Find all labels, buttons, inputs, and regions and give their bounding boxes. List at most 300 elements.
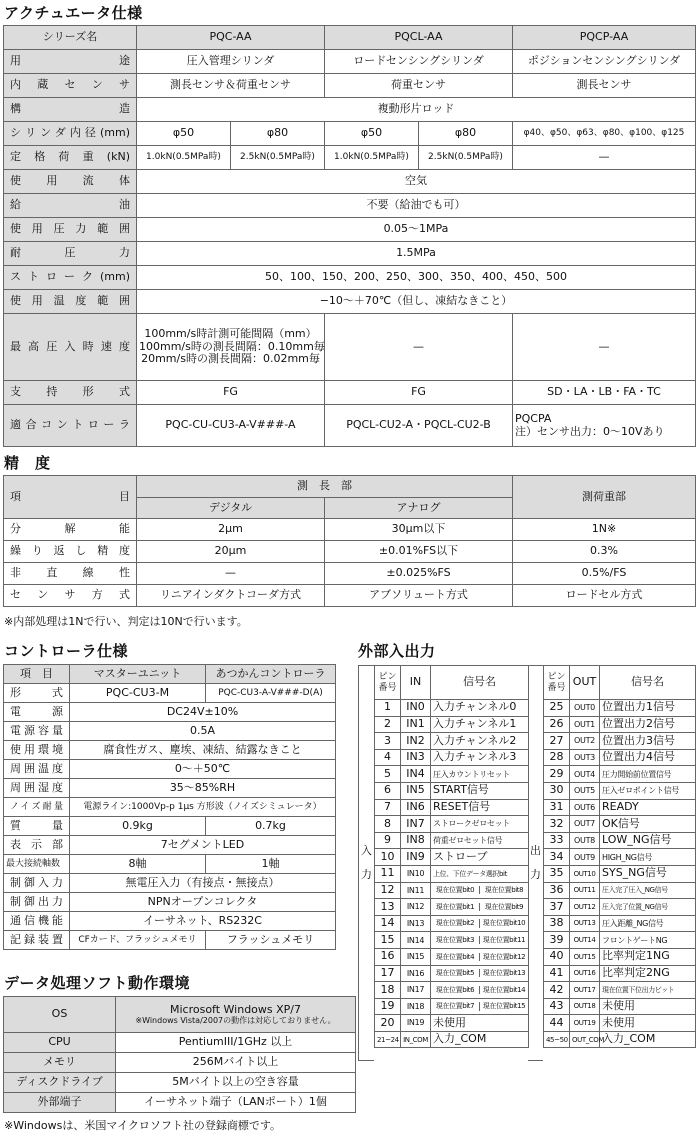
pin-number: 5 [375, 766, 401, 783]
row-label: 適合コントローラ [4, 405, 137, 447]
cell: 0.5%/FS [513, 563, 696, 585]
signal-name: HIGH_NG信号 [600, 849, 696, 866]
signal-name: RESET信号 [431, 799, 529, 816]
software-row [4, 1033, 356, 1053]
spec-row-structure [4, 98, 696, 122]
cell: PQC-CU3-A-V###-D(A) [206, 684, 336, 703]
pin-number: 30 [544, 782, 570, 799]
io-row [544, 766, 696, 783]
cell: 50、100、150、200、250、300、350、400、450、500 [137, 266, 696, 290]
signal-name: 入力チャンネル2 [431, 733, 529, 750]
speed-line: 100mm/s時の測長間隔：0.10mm毎 [139, 339, 325, 353]
signal-name: 圧入カウントリセット [431, 766, 529, 783]
io-row [375, 932, 529, 949]
spec-row-temp [4, 290, 696, 314]
signal-name [431, 899, 529, 916]
controller-row [4, 855, 336, 874]
pin-number: 34 [544, 849, 570, 866]
row-label: 形式 [4, 684, 70, 703]
controller-row [4, 760, 336, 779]
row-label: 分解能 [4, 519, 137, 541]
io-code: OUT10 [570, 865, 600, 882]
spec-row-proof [4, 242, 696, 266]
cell: −10～＋70℃（但し、凍結なきこと） [137, 290, 696, 314]
cell: PQCL-CU2-A・PQCL-CU2-B [325, 405, 513, 447]
accuracy-row [4, 541, 696, 563]
cell: 不要（給油でも可） [137, 194, 696, 218]
io-code: IN4 [401, 766, 431, 783]
series-label: シリーズ名 [4, 26, 137, 50]
io-code: OUT4 [570, 766, 600, 783]
signal-name: 比率判定2NG [600, 965, 696, 982]
controller-table [3, 664, 336, 950]
io-row [544, 932, 696, 949]
io-code: IN8 [401, 832, 431, 849]
io-code: OUT12 [570, 899, 600, 916]
software-table [3, 996, 356, 1113]
controller-row [4, 931, 336, 950]
length-header: 測 長 部 [137, 476, 513, 498]
signal-name: 圧入距離_NG信号 [600, 915, 696, 932]
software-row-os [4, 997, 356, 1033]
accuracy-row [4, 585, 696, 607]
speed-line: 20mm/s時の測長間隔：0.02mm毎 [141, 352, 320, 366]
io-code: OUT18 [570, 998, 600, 1015]
pin-number: 4 [375, 749, 401, 766]
io-title: 外部入出力 [358, 642, 436, 660]
row-label: 電源容量 [4, 722, 70, 741]
row-label: 内蔵センサ [4, 74, 137, 98]
signal-name: 位置出力1信号 [600, 700, 696, 717]
cell: 1.5MPa [137, 242, 696, 266]
cell: 0.3% [513, 541, 696, 563]
pin-number: 33 [544, 832, 570, 849]
cell: PQC-CU-CU3-A-V###-A [137, 405, 325, 447]
signal-header: 信号名 [600, 666, 696, 700]
pin-number: 41 [544, 965, 570, 982]
accuracy-row [4, 563, 696, 585]
io-code: IN19 [401, 1015, 431, 1032]
pin-number: 12 [375, 882, 401, 899]
io-code: OUT17 [570, 982, 600, 999]
signal-name: 位置出力4信号 [600, 749, 696, 766]
cell: リニアインダクトコーダ方式 [137, 585, 325, 607]
row-label: 給油 [4, 194, 137, 218]
press-controller-header: あつかんコントローラ [206, 665, 336, 684]
accuracy-header-row [4, 476, 696, 498]
io-code: IN5 [401, 782, 431, 799]
row-label: 最高圧入時速度 [4, 314, 137, 381]
cell: 1.0kN(0.5MPa時) [137, 146, 231, 170]
controller-row [4, 836, 336, 855]
row-label: ノイズ耐量 [4, 798, 70, 817]
controller-note: 注）センサ出力：0～10Vあり [515, 424, 665, 438]
io-row [544, 948, 696, 965]
row-label: 電源 [4, 703, 70, 722]
signal-name [431, 932, 529, 949]
io-row [375, 1031, 529, 1048]
row-label: 構造 [4, 98, 137, 122]
row-label: シリンダ内径(mm) [4, 122, 137, 146]
io-code: IN0 [401, 700, 431, 717]
signal-name [431, 882, 529, 899]
cell: 0.7kg [206, 817, 336, 836]
analog-header: アナログ [325, 498, 513, 519]
io-row [544, 832, 696, 849]
cell: 0～＋50℃ [70, 760, 336, 779]
pin-number: 39 [544, 932, 570, 949]
row-label: 使用環境 [4, 741, 70, 760]
load-header: 測荷重部 [513, 476, 696, 519]
row-label: 制御出力 [4, 893, 70, 912]
input-side-label-box [358, 665, 374, 1061]
pin-number: 40 [544, 948, 570, 965]
pin-number: 2 [375, 716, 401, 733]
signal-name: 荷重ゼロセット信号 [431, 832, 529, 849]
io-code: OUT3 [570, 749, 600, 766]
pin-number: 42 [544, 982, 570, 999]
io-code: IN7 [401, 816, 431, 833]
signal-name: 現在位置下位出力ビット [600, 982, 696, 999]
io-input-body [374, 699, 529, 1048]
row-label: ストローク(mm) [4, 266, 137, 290]
signal-name: 圧入ゼロポイント信号 [600, 782, 696, 799]
io-code: IN1 [401, 716, 431, 733]
io-row [375, 998, 529, 1015]
row-label: 繰り返し精度 [4, 541, 137, 563]
cell: 0.05～1MPa [137, 218, 696, 242]
cell: 0.5A [70, 722, 336, 741]
pin-number: 38 [544, 915, 570, 932]
row-label: OS [4, 997, 116, 1033]
pin-number: 25 [544, 700, 570, 717]
controller-title: コントローラ仕様 [4, 642, 129, 660]
pin-number: 44 [544, 1015, 570, 1032]
pin-header: ピン番号 [544, 666, 570, 700]
row-label: 使用温度範囲 [4, 290, 137, 314]
item-header-left: 項 [10, 489, 21, 503]
controller-row [4, 684, 336, 703]
row-label: 外部端子 [4, 1093, 116, 1113]
actuator-spec-table [3, 25, 696, 447]
io-code: IN9 [401, 849, 431, 866]
io-output-body [543, 699, 696, 1048]
input-side-label: 入力 [361, 843, 372, 881]
pin-number: 17 [375, 965, 401, 982]
pin-number: 32 [544, 816, 570, 833]
io-row [544, 849, 696, 866]
cell [116, 997, 356, 1033]
master-unit-header: マスターユニット [70, 665, 206, 684]
cell: 複動形片ロッド [137, 98, 696, 122]
io-code: IN3 [401, 749, 431, 766]
controller-row [4, 722, 336, 741]
io-row [544, 965, 696, 982]
io-code: OUT_COM [570, 1031, 600, 1048]
io-code: OUT15 [570, 948, 600, 965]
io-code: OUT1 [570, 716, 600, 733]
signal-name: 未使用 [431, 1015, 529, 1032]
controller-row [4, 741, 336, 760]
io-row [375, 700, 529, 717]
pin-number: 7 [375, 799, 401, 816]
pin-number: 35 [544, 865, 570, 882]
signal-name [431, 948, 529, 965]
signal-name: ストローブ [431, 849, 529, 866]
software-note: ※Windowsは、米国マイクロソフト社の登録商標です。 [4, 1119, 281, 1132]
io-row [375, 882, 529, 899]
os-value: Microsoft Windows XP/7 [169, 1002, 302, 1016]
row-label: 通信機能 [4, 912, 70, 931]
row-label: ディスクドライブ [4, 1073, 116, 1093]
io-row [544, 700, 696, 717]
cell: 1N※ [513, 519, 696, 541]
speed-line: 100mm/s時計測可能間隔（mm） [144, 327, 317, 341]
model-pqc-aa: PQC-AA [137, 26, 325, 50]
cell: PentiumIII/1GHz 以上 [116, 1033, 356, 1053]
pin-number: 8 [375, 816, 401, 833]
pin-number: 6 [375, 782, 401, 799]
signal-name [431, 998, 529, 1015]
cell: — [513, 146, 696, 170]
signal-name [431, 982, 529, 999]
cell: φ40、φ50、φ63、φ80、φ100、φ125 [513, 122, 696, 146]
io-row [544, 799, 696, 816]
io-row [544, 716, 696, 733]
spec-row-bore [4, 122, 696, 146]
accuracy-note: ※内部処理は1Nで行い、判定は10Nで行います。 [4, 615, 248, 628]
software-row [4, 1073, 356, 1093]
io-code: IN_COM [401, 1031, 431, 1048]
cell: NPNオープンコレクタ [70, 893, 336, 912]
io-code: OUT7 [570, 816, 600, 833]
os-note: ※Windows Vista/2007の動作は対応しておりません。 [135, 1016, 336, 1026]
io-code: OUT9 [570, 849, 600, 866]
cell: 20μm [137, 541, 325, 563]
signal-name: 未使用 [600, 998, 696, 1015]
io-code: OUT11 [570, 882, 600, 899]
cell: 2μm [137, 519, 325, 541]
output-side-label: 出力 [530, 843, 541, 881]
cell: 1軸 [206, 855, 336, 874]
signal-name-part: 現在位置bit8 [484, 886, 524, 895]
cell: 2.5kN(0.5MPa時) [419, 146, 513, 170]
io-row [544, 998, 696, 1015]
row-label: 質量 [4, 817, 70, 836]
signal-name-part: 現在位置bit6 [431, 986, 480, 994]
software-row [4, 1093, 356, 1113]
signal-name: 圧入完了圧入_NG信号 [600, 882, 696, 899]
pin-number: 26 [544, 716, 570, 733]
io-row [544, 816, 696, 833]
cell: 空気 [137, 170, 696, 194]
signal-name: SYS_NG信号 [600, 865, 696, 882]
spec-row-load [4, 146, 696, 170]
row-label: 周囲温度 [4, 760, 70, 779]
signal-name: READY [600, 799, 696, 816]
accuracy-title: 精 度 [4, 454, 51, 472]
signal-name: ストロークゼロセット [431, 816, 529, 833]
row-label: 用途 [4, 50, 137, 74]
io-row [375, 849, 529, 866]
pin-number: 11 [375, 865, 401, 882]
pin-number: 10 [375, 849, 401, 866]
pin-number: 3 [375, 733, 401, 750]
io-input-table [374, 665, 529, 700]
pin-number: 18 [375, 982, 401, 999]
cell: φ50 [137, 122, 231, 146]
io-row [375, 865, 529, 882]
io-row [544, 782, 696, 799]
signal-name: 比率判定1NG [600, 948, 696, 965]
item-header-right: 目 [119, 489, 130, 503]
io-row [375, 982, 529, 999]
software-title: データ処理ソフト動作環境 [4, 974, 191, 992]
row-label: 耐圧力 [4, 242, 137, 266]
pin-header: ピン番号 [375, 666, 401, 700]
controller-row [4, 798, 336, 817]
row-label: 制御入力 [4, 874, 70, 893]
cell: フラッシュメモリ [206, 931, 336, 950]
row-label: センサ方式 [4, 585, 137, 607]
io-row [375, 766, 529, 783]
pin-number: 19 [375, 998, 401, 1015]
io-row [375, 782, 529, 799]
software-row [4, 1053, 356, 1073]
controller-row [4, 817, 336, 836]
io-row [544, 882, 696, 899]
signal-name-part: 現在位置bit2 [431, 919, 480, 927]
io-code: OUT0 [570, 700, 600, 717]
pin-number: 27 [544, 733, 570, 750]
cell: φ50 [325, 122, 419, 146]
io-code: OUT13 [570, 915, 600, 932]
cell: 0.9kg [70, 817, 206, 836]
io-code: OUT2 [570, 733, 600, 750]
pin-number: 20 [375, 1015, 401, 1032]
cell: 腐食性ガス、塵埃、凍結、結露なきこと [70, 741, 336, 760]
io-row [544, 982, 696, 999]
cell: 5Mバイト以上の空き容量 [116, 1073, 356, 1093]
io-row [375, 716, 529, 733]
controller-header-row [4, 665, 336, 684]
io-row [544, 865, 696, 882]
io-row [375, 915, 529, 932]
cell: SD・LA・LB・FA・TC [513, 381, 696, 405]
io-output-table [543, 665, 696, 700]
cell: FG [137, 381, 325, 405]
cell: イーサネット、RS232C [70, 912, 336, 931]
cell: PQC-CU3-M [70, 684, 206, 703]
model-pqcp-aa: PQCP-AA [513, 26, 696, 50]
spec-row-stroke [4, 266, 696, 290]
signal-name: 入力チャンネル0 [431, 700, 529, 717]
io-code: IN13 [401, 915, 431, 932]
row-label: 周囲湿度 [4, 779, 70, 798]
cell: 8軸 [70, 855, 206, 874]
signal-name-part: 現在位置bit11 [482, 936, 526, 945]
signal-name-part: 現在位置bit15 [482, 1002, 526, 1011]
io-code: IN6 [401, 799, 431, 816]
controller-row [4, 874, 336, 893]
cell: 圧入管理シリンダ [137, 50, 325, 74]
io-row [375, 749, 529, 766]
pin-number: 21~24 [375, 1031, 401, 1048]
row-label: 非直線性 [4, 563, 137, 585]
io-code: OUT19 [570, 1015, 600, 1032]
signal-name: START信号 [431, 782, 529, 799]
spec-header-row [4, 26, 696, 50]
pin-number: 16 [375, 948, 401, 965]
io-input-header [375, 666, 529, 700]
item-header [4, 476, 137, 519]
signal-name: 圧力開始前位置信号 [600, 766, 696, 783]
pin-number: 29 [544, 766, 570, 783]
cell: — [137, 563, 325, 585]
signal-name: LOW_NG信号 [600, 832, 696, 849]
io-code: IN17 [401, 982, 431, 999]
cell: φ80 [419, 122, 513, 146]
row-label: 最大接続軸数 [4, 855, 70, 874]
cell [513, 405, 696, 447]
accuracy-row [4, 519, 696, 541]
cell: 256Mバイト以上 [116, 1053, 356, 1073]
cell: 30μm以下 [325, 519, 513, 541]
signal-name-part: 現在位置bit0 [431, 886, 480, 894]
model-pqcl-aa: PQCL-AA [325, 26, 513, 50]
signal-name-part: 現在位置bit7 [431, 1002, 480, 1010]
io-code: OUT16 [570, 965, 600, 982]
pin-number: 43 [544, 998, 570, 1015]
io-code: IN15 [401, 948, 431, 965]
row-label: CPU [4, 1033, 116, 1053]
io-row [375, 899, 529, 916]
controller-row [4, 912, 336, 931]
io-row [375, 965, 529, 982]
io-code: IN10 [401, 865, 431, 882]
io-code: IN14 [401, 932, 431, 949]
spec-row-use [4, 50, 696, 74]
cell: イーサネット端子（LANポート）1個 [116, 1093, 356, 1113]
signal-name: 未使用 [600, 1015, 696, 1032]
signal-name-part: 現在位置bit4 [431, 953, 480, 961]
digital-header: デジタル [137, 498, 325, 519]
pin-number: 28 [544, 749, 570, 766]
cell: ±0.01%FS以下 [325, 541, 513, 563]
cell: — [513, 314, 696, 381]
cell: 35～85%RH [70, 779, 336, 798]
cell: 1.0kN(0.5MPa時) [325, 146, 419, 170]
signal-name-part: 現在位置bit9 [484, 902, 524, 911]
cell: 無電圧入力（有接点・無接点） [70, 874, 336, 893]
signal-name: 圧入完了位置_NG信号 [600, 899, 696, 916]
spec-row-sensor [4, 74, 696, 98]
controller-row [4, 703, 336, 722]
controller-row [4, 779, 336, 798]
in-header: IN [401, 666, 431, 700]
cell: DC24V±10% [70, 703, 336, 722]
pin-number: 14 [375, 915, 401, 932]
io-row [375, 1015, 529, 1032]
cell: 荷重センサ [325, 74, 513, 98]
io-code: IN2 [401, 733, 431, 750]
io-code: OUT5 [570, 782, 600, 799]
pin-number: 36 [544, 882, 570, 899]
controller-model: PQCPA [515, 411, 552, 425]
io-code: IN11 [401, 882, 431, 899]
cell: ±0.025%FS [325, 563, 513, 585]
signal-name-part: 現在位置bit10 [482, 919, 526, 928]
